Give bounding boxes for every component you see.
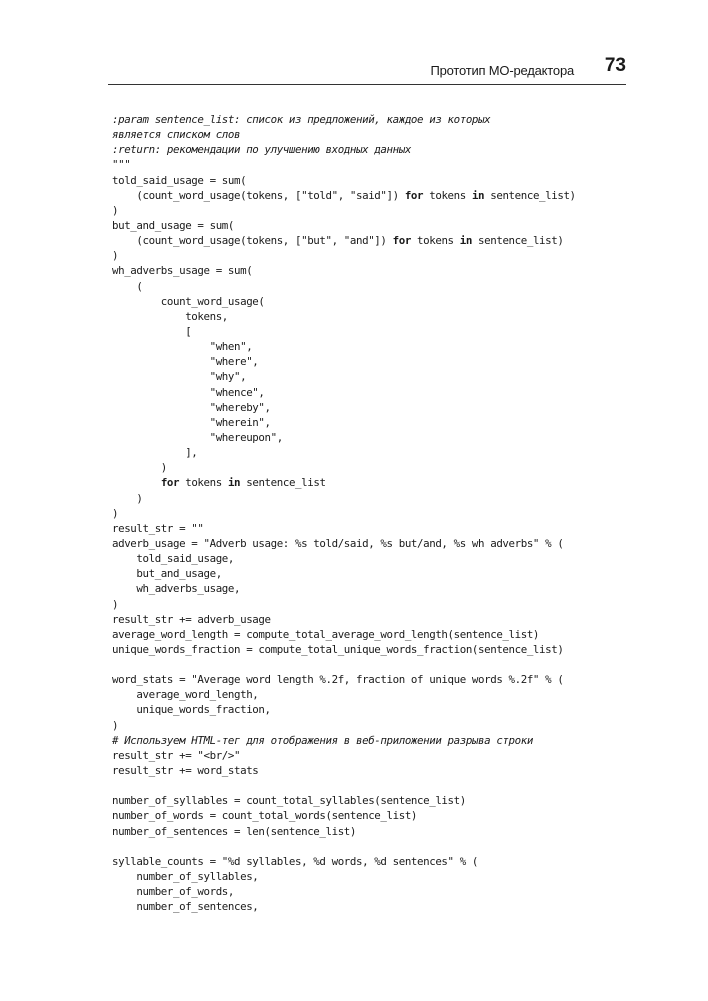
code-line: "whence", [112,385,265,399]
code-line: number_of_syllables, [112,870,259,884]
keyword: for [160,476,180,490]
code-line: "when", [112,340,253,354]
code-line: average_word_length, [112,688,259,702]
code-line: result_str += "<br/>" [112,748,241,762]
code-line: ) [112,491,143,505]
code-line: ) [112,461,167,475]
code-line: :param sentence_list: список из предложений, каждое из которых [112,113,491,126]
code-line: ) [112,203,119,217]
code-line: ) [112,506,119,520]
code-line: number_of_syllables = count_total_syllables(sentence_list) [112,794,466,808]
code-line: """ [112,158,131,172]
code-line: unique_words_fraction = compute_total_unique_words_fraction(sentence_list) [112,642,564,656]
code-line: result_str += word_stats [112,764,259,778]
code-line: number_of_words, [112,885,235,899]
code-line: # Используем HTML-тег для отображения в веб-приложении разрыва строки [112,733,533,747]
code-line: ) [112,249,119,263]
code-line: but_and_usage, [112,567,222,581]
running-title: Прототип МО-редактора [430,63,574,78]
code-line: является списком слов [112,128,241,142]
code-line [112,778,642,793]
page-header [108,52,626,85]
code-line: number_of_words = count_total_words(sentence_list) [112,809,418,823]
code-line: number_of_sentences = len(sentence_list) [112,824,357,838]
keyword: in [459,234,472,248]
code-line: wh_adverbs_usage = sum( [112,264,253,278]
code-line: result_str += adverb_usage [112,612,271,626]
code-line: "where", [112,355,259,369]
code-line: [ [112,324,192,338]
code-line: ) [112,597,119,611]
code-line: syllable_counts = "%d syllables, %d words, %d sentences" % ( [112,854,479,868]
code-line: unique_words_fraction, [112,703,271,717]
code-listing [112,112,642,914]
code-line: :return: рекомендации по улучшению входных данных [112,143,411,157]
code-line: "wherein", [112,415,271,429]
code-line: ) [112,718,119,732]
code-line: (count_word_usage(tokens, ["but", "and"]) for tokens in sentence_list) [112,234,564,248]
code-line: tokens, [112,309,228,323]
code-line [112,839,642,854]
code-line: wh_adverbs_usage, [112,582,241,596]
code-line: average_word_length = compute_total_average_word_length(sentence_list) [112,627,540,641]
code-line [112,657,642,672]
code-line: (count_word_usage(tokens, ["told", "said"]) for tokens in sentence_list) [112,188,576,202]
keyword: in [471,188,485,202]
code-line: ], [112,446,198,460]
code-line: adverb_usage = "Adverb usage: %s told/said, %s but/and, %s wh adverbs" % ( [112,536,564,550]
code-line: told_said_usage = sum( [112,173,247,187]
code-line: word_stats = "Average word length %.2f, fraction of unique words %.2f" % ( [112,673,564,687]
code-line: told_said_usage, [112,552,235,566]
code-line: result_str = "" [112,521,204,535]
code-line: ( [112,279,143,293]
code-line: "whereby", [112,400,271,414]
code-line: number_of_sentences, [112,900,259,914]
code-line: "why", [112,370,247,384]
code-line: count_word_usage( [112,294,265,308]
keyword: in [227,476,241,490]
keyword: for [392,234,411,248]
code-line: but_and_usage = sum( [112,218,235,232]
page-number: 73 [604,55,626,76]
code-line: for tokens in sentence_list [160,476,326,490]
code-line: "whereupon", [112,430,283,444]
keyword: for [404,188,424,202]
